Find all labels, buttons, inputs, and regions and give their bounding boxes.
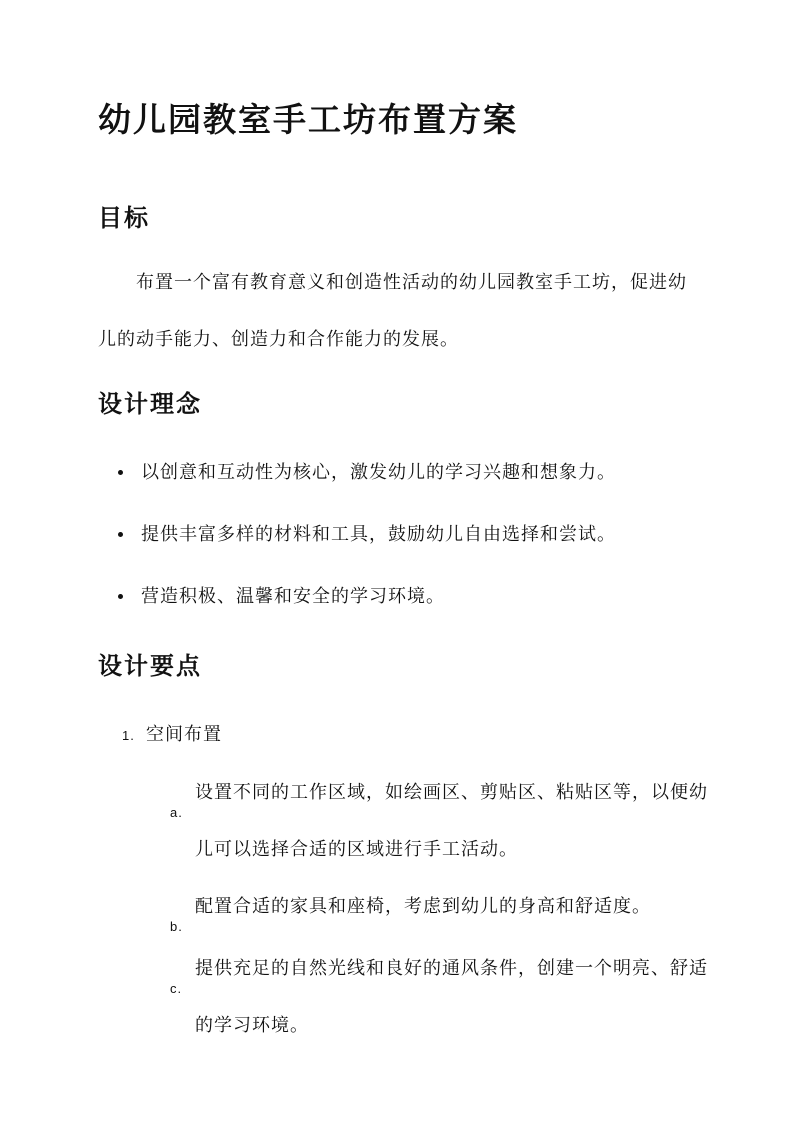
- list-marker: c.: [170, 981, 183, 996]
- bullet-dot: [118, 532, 123, 537]
- subitem-text: 配置合适的家具和座椅，考虑到幼儿的身高和舒适度。: [195, 896, 651, 917]
- heading-goal: 目标: [98, 203, 150, 232]
- heading-design-points: 设计要点: [98, 651, 202, 680]
- bullet-text: 提供丰富多样的材料和工具，鼓励幼儿自由选择和尝试。: [141, 524, 616, 545]
- concept-bullet-1: [118, 458, 616, 484]
- subitem-a: [170, 764, 710, 878]
- document-title: 幼儿园教室手工坊布置方案: [98, 100, 518, 139]
- heading-design-concept: 设计理念: [98, 389, 202, 418]
- bullet-dot: [118, 594, 123, 599]
- list-marker: a.: [170, 805, 183, 820]
- subitem-text: 设置不同的工作区域，如绘画区、剪贴区、粘贴区等，以便幼儿可以选择合适的区域进行手工活动。: [195, 782, 708, 860]
- bullet-text: 营造积极、温馨和安全的学习环境。: [141, 586, 445, 607]
- concept-bullet-3: [118, 582, 445, 608]
- subitem-b: [170, 878, 710, 935]
- bullet-text: 以创意和互动性为核心，激发幼儿的学习兴趣和想象力。: [141, 462, 616, 483]
- list-marker: 1.: [122, 728, 135, 743]
- list-marker: b.: [170, 919, 183, 934]
- goal-paragraph: 布置一个富有教育意义和创造性活动的幼儿园教室手工坊，促进幼儿的动手能力、创造力和合作能力的发展。: [98, 272, 687, 350]
- numbered-item-1: [122, 720, 222, 746]
- subitem-c: [170, 940, 710, 1054]
- concept-bullet-2: [118, 520, 616, 546]
- subitem-text: 提供充足的自然光线和良好的通风条件，创建一个明亮、舒适的学习环境。: [195, 958, 708, 1036]
- bullet-dot: [118, 470, 123, 475]
- numbered-item-label: 空间布置: [146, 724, 222, 745]
